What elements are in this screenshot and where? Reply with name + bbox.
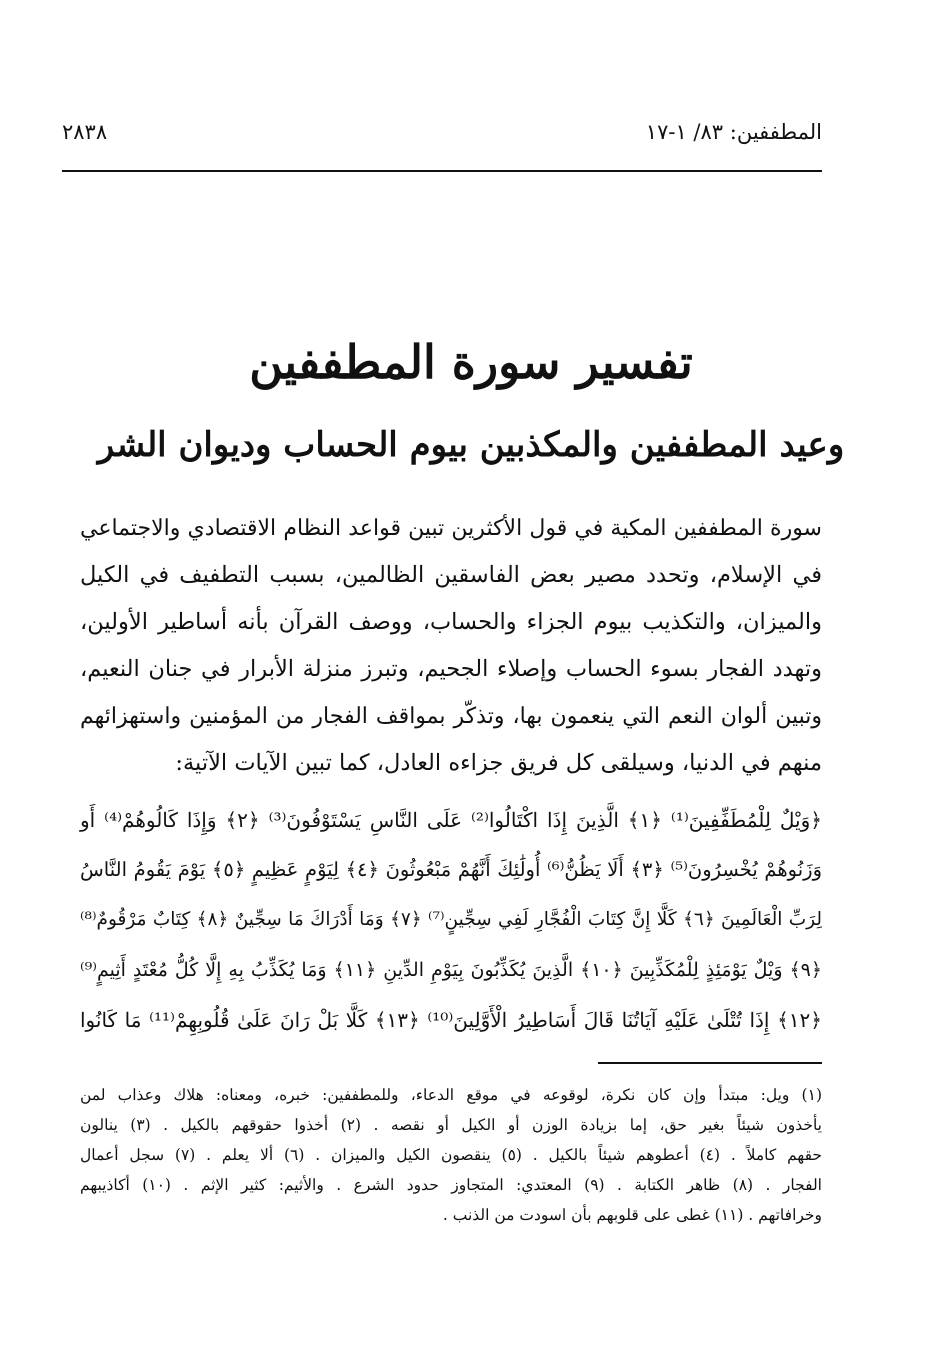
footnote-rule [598, 1062, 822, 1064]
verse-line: ﴿١٢﴾ إِذَا تُتْلَىٰ عَلَيْهِ آيَاتُنَا قَالَ أَسَاطِيرُ الْأَوَّلِينَ⁽¹⁰⁾ ﴿١٣﴾ كَلَّا بَلْ رَانَ عَلَىٰ قُلُوبِهِمْ⁽¹¹⁾ مَا كَانُوا [80, 1008, 822, 1032]
footnote-line: يأخذون شيئاً بغير حق، إما بزيادة الوزن أو الكيل أو نقصه . (٢) أخذوا حقوقهم بالكيل . (٣) ينالون [80, 1116, 822, 1134]
surah-reference: المطففين: ٨٣/ ١-١٧ [645, 120, 822, 144]
intro-line: وتهدد الفجار بسوء الحساب وإصلاء الجحيم، وتبرز منزلة الأبرار في جنان النعيم، [80, 656, 822, 682]
chapter-title: تفسير سورة المطففين [249, 335, 693, 389]
verse-line: لِرَبِّ الْعَالَمِينَ ﴿٦﴾ كَلَّا إِنَّ كِتَابَ الْفُجَّارِ لَفِي سِجِّينٍ⁽⁷⁾ ﴿٧﴾ وَمَا أَدْرَاكَ مَا سِجِّينٌ ﴿٨﴾ كِتَابٌ مَرْقُومٌ⁽⁸⁾ [80, 909, 823, 930]
intro-line: والميزان، والتكذيب بيوم الجزاء والحساب، ووصف القرآن بأنه أساطير الأولين، [80, 609, 822, 635]
verse-line: ﴿٩﴾ وَيْلٌ يَوْمَئِذٍ لِلْمُكَذِّبِينَ ﴿١٠﴾ الَّذِينَ يُكَذِّبُونَ بِيَوْمِ الدِّينِ ﴿١١﴾ وَمَا يُكَذِّبُ بِهِ إِلَّا كُلُّ مُعْتَدٍ أَثِيمٍ⁽⁹⁾ [80, 959, 822, 981]
footnote-line: وخرافاتهم . (١١) غطى على قلوبهم بأن اسودت من الذنب . [442, 1206, 822, 1224]
footnote-line: (١) ويل: مبتدأ وإن كان نكرة، لوقوعه في موقع الدعاء، وللمطففين: خبره، ومعناه: هلاك وعذاب لمن [80, 1086, 822, 1104]
intro-line: وتبين ألوان النعم التي ينعمون بها، وتذكّر بمواقف الفجار من المؤمنين واستهزائهم [80, 704, 822, 729]
running-head [62, 120, 822, 160]
intro-line: في الإسلام، وتحدد مصير بعض الفاسقين الظالمين، بسبب التطفيف في الكيل [80, 562, 822, 588]
page-number: ٢٨٣٨ [62, 120, 108, 144]
footnote-line: الفجار . (٨) ظاهر الكتابة . (٩) المعتدي: المتجاوز حدود الشرع . والأثيم: كثير الإثم . (١٠) أكاذيبهم [80, 1176, 822, 1194]
intro-paragraph [80, 505, 822, 787]
intro-line: منهم في الدنيا، وسيلقى كل فريق جزاءه العادل، كما تبين الآيات الآتية: [175, 750, 822, 776]
section-subtitle: وعيد المطففين والمكذبين بيوم الحساب وديوان الشر [97, 425, 845, 465]
quran-verses [80, 795, 822, 1045]
verse-line: ﴿وَيْلٌ لِلْمُطَفِّفِينَ⁽¹⁾ ﴿١﴾ الَّذِينَ إِذَا اكْتَالُوا⁽²⁾ عَلَى النَّاسِ يَسْتَوْفُونَ⁽³⁾ ﴿٢﴾ وَإِذَا كَالُوهُمْ⁽⁴⁾ أَو [80, 808, 822, 832]
footnotes [80, 1080, 822, 1230]
footnote-line: حقهم كاملاً . (٤) أعطوهم شيئاً بالكيل . (٥) ينقصون الكيل والميزان . (٦) ألا يعلم . (٧) سجل أعمال [80, 1146, 823, 1164]
intro-line: سورة المطففين المكية في قول الأكثرين تبين قواعد النظام الاقتصادي والاجتماعي [80, 516, 822, 541]
verse-line: وَزَنُوهُمْ يُخْسِرُونَ⁽⁵⁾ ﴿٣﴾ أَلَا يَظُنُّ⁽⁶⁾ أُولَٰئِكَ أَنَّهُمْ مَبْعُوثُونَ ﴿٤﴾ لِيَوْمٍ عَظِيمٍ ﴿٥﴾ يَوْمَ يَقُومُ النَّاسُ [80, 858, 823, 881]
header-rule [62, 170, 822, 172]
